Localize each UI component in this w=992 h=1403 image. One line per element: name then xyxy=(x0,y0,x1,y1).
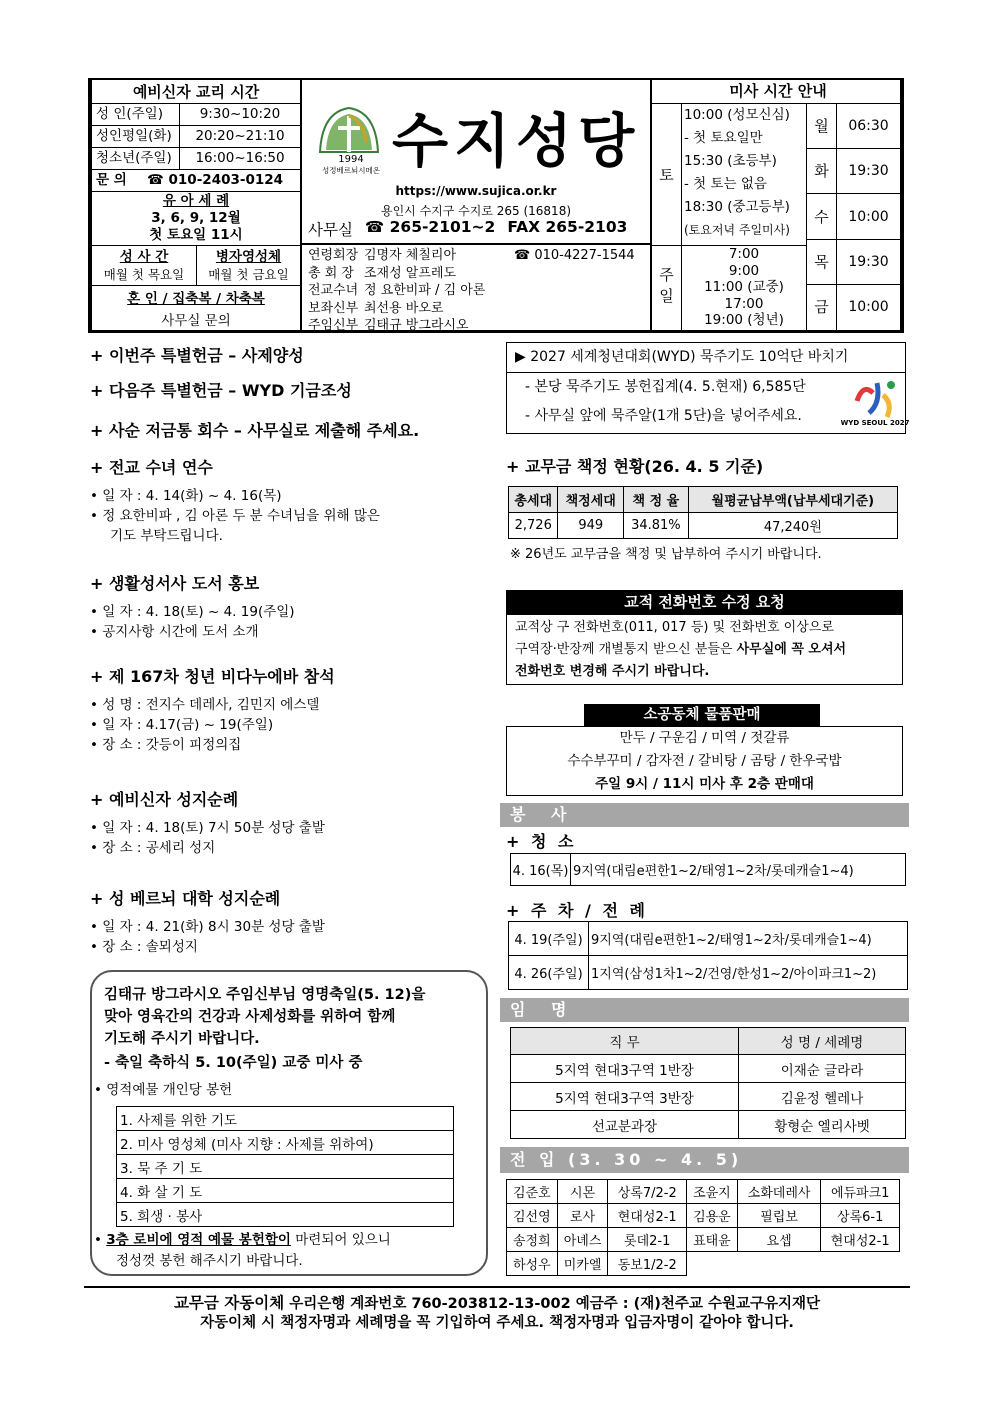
sale-title: 소공동체 물품판매 xyxy=(584,704,820,726)
notice-item: + 다음주 특별헌금 – WYD 기금조성 xyxy=(90,381,352,400)
appointment-role: 5지역 현대3구역 3반장 xyxy=(511,1083,739,1111)
feast-line: 김태규 방그라시오 주임신부님 영명축일(5. 12)을 xyxy=(104,987,426,1003)
transfer-cell: 표태윤 xyxy=(687,1228,738,1252)
bouquet-item: 5. 희생 · 봉사 xyxy=(117,1203,454,1227)
staff-name: 김태규 방그라시오 xyxy=(364,318,469,333)
bouquet-table xyxy=(116,1106,454,1227)
saturday-label: 토 xyxy=(652,104,682,246)
staff-row xyxy=(308,300,648,318)
saturday-mass-line: - 첫 토는 없음 xyxy=(684,176,767,192)
office-label: 사무실 xyxy=(308,221,353,239)
weekday-time: 06:30 xyxy=(848,118,889,134)
sunday-mass-line: 9:00 xyxy=(728,262,760,279)
transfer-cell: 송정희 xyxy=(507,1228,558,1252)
transfer-cell: 아녜스 xyxy=(557,1228,608,1252)
transfer-cell: 상록7/2-2 xyxy=(608,1180,687,1204)
bouquet-label: • 영적예물 개인당 봉헌 xyxy=(94,1080,486,1100)
feast-announcement xyxy=(92,972,486,1074)
section-title: + 제 167차 청년 비다누에바 참석 xyxy=(90,667,335,686)
staff-list xyxy=(308,247,648,335)
confession-when: 매월 첫 목요일 xyxy=(103,267,185,282)
bouquet-row xyxy=(117,1107,454,1131)
infant-baptism-when: 첫 토요일 11시 xyxy=(149,227,243,243)
saturday-mass-line: - 첫 토요일만 xyxy=(684,130,763,146)
bullet-line: • 성 명 : 전지수 데레사, 김민지 에스델 xyxy=(90,695,490,715)
bouquet-note-highlight: 3층 로비에 영적 예물 봉헌함이 xyxy=(106,1232,291,1248)
staff-name: 조재성 알프레도 xyxy=(364,265,457,281)
weekday-row xyxy=(807,149,900,194)
transfer-row xyxy=(507,1180,900,1204)
saturday-mass-line: 15:30 (초등부) xyxy=(684,153,777,169)
transfer-cell: 필립보 xyxy=(737,1204,821,1228)
transfer-table xyxy=(506,1179,900,1276)
wyd-box xyxy=(506,342,910,434)
catechumen-row-time: 9:30~10:20 xyxy=(199,106,281,122)
staff-divider xyxy=(302,243,650,245)
weekday-day: 화 xyxy=(807,149,837,193)
sick-communion-box xyxy=(197,246,300,285)
wyd-line: ▶ 2027 세계청년대회(WYD) 묵주기도 10억단 바치기 xyxy=(507,343,905,373)
sale-line: 만두 / 구운김 / 미역 / 젓갈류 xyxy=(619,730,790,746)
sick-communion-title: 병자영성체 xyxy=(215,249,282,265)
bouquet-row xyxy=(117,1203,454,1227)
parking-area: 9지역(대림e편한1~2/태영1~2차/롯데캐슬1~4) xyxy=(589,922,908,956)
transfer-cell: 현대성2-1 xyxy=(821,1228,900,1252)
appointment-title: 임 명 xyxy=(500,998,909,1022)
cleaning-title: + 청 소 xyxy=(506,832,577,851)
saturday-mass-line: (토요저녁 주일미사) xyxy=(684,223,790,237)
weekday-time: 19:30 xyxy=(848,163,889,179)
fund-header: 총세대 xyxy=(509,487,558,513)
transfer-cell: 미카엘 xyxy=(557,1252,608,1276)
section-title: + 성 베르뇌 대학 성지순례 xyxy=(90,889,281,908)
appointment-header-row xyxy=(511,1028,906,1055)
parking-date: 4. 19(주일) xyxy=(509,922,589,956)
catechumen-row-time: 16:00~16:50 xyxy=(195,150,285,166)
cleaning-date: 4. 16(목) xyxy=(511,854,571,886)
sunday-mass-line: 17:00 xyxy=(724,295,764,312)
catechumen-phone: ☎ 010-2403-0124 xyxy=(147,172,284,188)
wedding-title: 혼 인 / 집축복 / 차축복 xyxy=(127,291,265,307)
parking-title: + 주 차 / 전 례 xyxy=(506,901,648,920)
catechumen-row xyxy=(92,148,300,170)
footer-divider xyxy=(84,1286,910,1288)
transfer-cell-empty xyxy=(687,1252,738,1276)
mass-title: 미사 시간 안내 xyxy=(652,80,904,104)
sale-line: 주일 9시 / 11시 미사 후 2층 판매대 xyxy=(595,776,814,792)
wyd-logo-text: WYD SEOUL 2027 xyxy=(840,419,910,427)
saturday-mass-line: 10:00 (성모신심) xyxy=(684,107,790,123)
staff-row xyxy=(308,247,648,265)
fund-value: 949 xyxy=(558,513,624,539)
transfer-row xyxy=(507,1228,900,1252)
staff-role: 총 회 장 xyxy=(308,265,354,281)
phone-update-body xyxy=(506,614,903,685)
appointment-row xyxy=(511,1055,906,1083)
parking-row xyxy=(509,956,908,990)
sunday-masses xyxy=(682,246,807,330)
weekday-day: 목 xyxy=(807,240,837,284)
parish-address: 용인시 수지구 수지로 265 (16818) xyxy=(380,204,572,218)
appointment-person: 이재순 글라라 xyxy=(739,1055,906,1083)
transfer-cell: 롯데2-1 xyxy=(608,1228,687,1252)
weekday-masses xyxy=(807,104,900,330)
transfer-cell: 소화데레사 xyxy=(737,1180,821,1204)
staff-name: 정 요한비파 / 김 아론 xyxy=(364,283,486,298)
infant-baptism-title: 유 아 세 례 xyxy=(162,193,230,209)
wedding-box xyxy=(92,286,300,332)
phone-update-line: 전화번호 변경해 주시기 바랍니다. xyxy=(515,664,710,679)
bouquet-note-rest: 마련되어 있으니 xyxy=(290,1232,391,1248)
notice-section xyxy=(90,455,490,546)
appointment-header: 성 명 / 세례명 xyxy=(739,1028,906,1055)
transfer-cell-empty xyxy=(821,1252,900,1276)
fund-table xyxy=(508,486,898,539)
fund-value: 47,240원 xyxy=(688,513,897,539)
bouquet-row xyxy=(117,1179,454,1203)
fund-header: 책 정 율 xyxy=(624,487,689,513)
bouquet-note-line2: 정성껏 봉헌 해주시기 바랍니다. xyxy=(116,1253,303,1269)
staff-role: 전교수녀 xyxy=(308,283,359,298)
parking-date: 4. 26(주일) xyxy=(509,956,589,990)
logo-year: 1994 xyxy=(338,154,364,165)
notice-section xyxy=(90,787,490,858)
fund-header: 책정세대 xyxy=(558,487,624,513)
cleaning-area: 9지역(대림e편한1~2/태영1~2차/롯데캐슬1~4) xyxy=(571,854,906,886)
bullet-line: • 정 요한비파 , 김 아론 두 분 수녀님을 위해 많은 xyxy=(90,506,490,526)
infant-baptism-months: 3, 6, 9, 12월 xyxy=(151,210,241,226)
bouquet-note: • 3층 로비에 영적 예물 봉헌함이 마련되어 있으니 정성껏 봉헌 해주시기 바랍니다. xyxy=(94,1230,391,1272)
bouquet-item: 4. 화 살 기 도 xyxy=(117,1179,454,1203)
weekday-day: 금 xyxy=(807,285,837,330)
saturday-masses xyxy=(682,104,807,246)
bouquet-item: 1. 사제를 위한 기도 xyxy=(117,1107,454,1131)
weekday-day: 수 xyxy=(807,194,837,239)
cleaning-row xyxy=(511,854,906,886)
parking-table xyxy=(508,921,908,990)
transfer-cell-empty xyxy=(737,1252,821,1276)
parish-url[interactable]: https://www.sujica.or.kr xyxy=(395,184,557,198)
transfer-cell: 시몬 xyxy=(557,1180,608,1204)
appointment-person: 김윤정 헬레나 xyxy=(739,1083,906,1111)
bouquet-item: 2. 미사 영성체 (미사 지향 : 사제를 위하여) xyxy=(117,1131,454,1155)
confession-title: 성 사 간 xyxy=(119,249,169,265)
parking-row xyxy=(509,922,908,956)
section-bullets xyxy=(90,695,490,755)
weekday-time: 10:00 xyxy=(848,209,889,225)
fund-title: + 교무금 책정 현황(26. 4. 5 기준) xyxy=(506,457,764,476)
bouquet-item: 3. 묵 주 기 도 xyxy=(117,1155,454,1179)
notice-item: + 사순 저금통 회수 – 사무실로 제출해 주세요. xyxy=(90,421,420,440)
transfer-cell: 김용운 xyxy=(687,1204,738,1228)
feast-celebration: - 축일 축하식 5. 10(주일) 교중 미사 중 xyxy=(104,1055,363,1071)
wyd-line: - 사무실 앞에 묵주알(1개 5단)을 넣어주세요. xyxy=(525,408,802,424)
phone-update-title: 교적 전화번호 수정 요청 xyxy=(506,590,903,614)
sacrament-row xyxy=(92,246,300,286)
logo-caption xyxy=(316,154,386,176)
footer-note: 자동이체 시 책정자명과 세례명을 꼭 기입하여 주세요. 책정자명과 입금자명이 같아야 합니다. xyxy=(200,1315,794,1331)
appointment-role: 선교분과장 xyxy=(511,1111,739,1139)
section-title: + 생활성서사 도서 홍보 xyxy=(90,574,260,593)
mass-schedule xyxy=(652,80,904,330)
phone-label: 문 의 xyxy=(96,172,127,188)
sick-communion-when: 매월 첫 금요일 xyxy=(208,267,289,282)
staff-phone: ☎ 010-4227-1544 xyxy=(514,248,635,263)
wyd-logo-icon xyxy=(840,373,910,433)
bullet-line: • 장 소 : 솔뫼성지 xyxy=(90,937,490,957)
transfer-cell: 로사 xyxy=(557,1204,608,1228)
weekday-row xyxy=(807,285,900,330)
bullet-line: • 일 자 : 4. 14(화) ~ 4. 16(목) xyxy=(90,486,490,506)
transfer-cell: 김준호 xyxy=(507,1180,558,1204)
sale-line: 수수부꾸미 / 감자전 / 갈비탕 / 곰탕 / 한우국밥 xyxy=(567,753,842,769)
weekday-row xyxy=(807,194,900,240)
transfer-cell: 현대성2-1 xyxy=(608,1204,687,1228)
staff-name: 김명자 체칠리아 xyxy=(364,248,457,263)
staff-role: 연령회장 xyxy=(308,248,359,263)
schedule-info-column xyxy=(92,80,302,330)
appointment-table xyxy=(510,1027,906,1139)
weekday-row xyxy=(807,240,900,285)
bullet-line: • 장 소 : 공세리 성지 xyxy=(90,838,490,858)
bullet-line: • 일 자 : 4.17(금) ~ 19(주일) xyxy=(90,715,490,735)
weekday-time: 19:30 xyxy=(848,254,889,270)
transfer-cell: 동보1/2-2 xyxy=(608,1252,687,1276)
transfer-row xyxy=(507,1252,900,1276)
fund-value: 34.81% xyxy=(624,513,689,539)
appointment-person: 황형순 엘리사벳 xyxy=(739,1111,906,1139)
notice-section xyxy=(90,664,490,755)
catechumen-row xyxy=(92,104,300,126)
wyd-logo xyxy=(840,373,910,433)
bullet-line: • 일 자 : 4. 21(화) 8시 30분 성당 출발 xyxy=(90,917,490,937)
transfer-row xyxy=(507,1204,900,1228)
fund-note: ※ 26년도 교무금을 책정 및 납부하여 주시기 바랍니다. xyxy=(510,547,822,562)
office-fax: FAX 265-2103 xyxy=(507,218,628,236)
staff-row xyxy=(308,282,648,300)
notice-section xyxy=(90,886,490,957)
phone-update-line: 교적상 구 전화번호(011, 017 등) 및 전화번호 이상으로 xyxy=(515,620,834,635)
staff-name: 최선용 바오로 xyxy=(364,300,444,316)
catechumen-row-label: 성 인(주일) xyxy=(92,104,180,125)
wyd-line: - 본당 묵주기도 봉헌집계(4. 5.현재) 6,585단 xyxy=(525,379,806,395)
bullet-line: • 공지사항 시간에 도서 소개 xyxy=(90,622,490,642)
catechumen-row-label: 성인평일(화) xyxy=(92,126,180,147)
sunday-label: 주일 xyxy=(652,246,682,330)
transfer-cell: 조윤지 xyxy=(687,1180,738,1204)
parish-name: 수지성당 xyxy=(392,107,641,175)
logo-caption-text: 성정베르뇌시메온 xyxy=(322,166,380,175)
notice-section xyxy=(90,571,490,642)
saturday-mass-line: 18:30 (중고등부) xyxy=(684,199,790,215)
section-bullets xyxy=(90,486,490,546)
appointment-role: 5지역 현대3구역 1반장 xyxy=(511,1055,739,1083)
office-contact xyxy=(308,218,627,240)
transfer-cell: 상록6-1 xyxy=(821,1204,900,1228)
fund-value: 2,726 xyxy=(509,513,558,539)
sunday-mass-line: 19:00 (청년) xyxy=(704,312,784,328)
bullet-line: • 일 자 : 4. 18(토) ~ 4. 19(주일) xyxy=(90,602,490,622)
section-title: + 예비신자 성지순례 xyxy=(90,790,239,809)
infant-baptism-box xyxy=(92,192,300,246)
weekday-day: 월 xyxy=(807,104,837,148)
section-bullets xyxy=(90,818,490,858)
appointment-row xyxy=(511,1083,906,1111)
footer-highlight: 교무금 자동이체 xyxy=(173,1294,285,1312)
office-phone: ☎ 265-2101~2 xyxy=(364,218,496,236)
fund-header: 월평균납부액(납부세대기준) xyxy=(688,487,897,513)
feast-day-box xyxy=(90,970,488,1276)
transfer-cell: 하성우 xyxy=(507,1252,558,1276)
fund-value-row xyxy=(509,513,898,539)
phone-update-line: 구역장·반장께 개별통지 받으신 분들은 xyxy=(515,642,737,657)
weekday-row xyxy=(807,104,900,149)
catechumen-row xyxy=(92,126,300,148)
appointment-header: 직 무 xyxy=(511,1028,739,1055)
footer-account: 우리은행 계좌번호 760-203812-13-002 예금주 : (재)천주교 수원교구유지재단 xyxy=(284,1296,821,1312)
footer xyxy=(84,1294,910,1333)
feast-bouquet-label-wrap xyxy=(92,1080,486,1100)
bouquet-row xyxy=(117,1131,454,1155)
catechumen-title: 예비신자 교리 시간 xyxy=(92,80,300,104)
cleaning-table xyxy=(510,853,906,886)
section-bullets xyxy=(90,602,490,642)
phone-update-highlight: 사무실에 꼭 오셔서 xyxy=(736,642,847,657)
bouquet-row xyxy=(117,1155,454,1179)
transfer-cell: 에듀파크1 xyxy=(821,1180,900,1204)
staff-role: 보좌신부 xyxy=(308,300,359,316)
transfer-cell: 김선영 xyxy=(507,1204,558,1228)
confession-box xyxy=(92,246,197,285)
weekday-time: 10:00 xyxy=(848,299,889,315)
appointment-row xyxy=(511,1111,906,1139)
section-bullets xyxy=(90,917,490,957)
staff-row xyxy=(308,317,648,335)
wedding-contact: 사무실 문의 xyxy=(161,313,231,329)
sunday-mass-line: 11:00 (교중) xyxy=(704,279,784,295)
section-title: + 전교 수녀 연수 xyxy=(90,458,213,477)
sunday-mass-line: 7:00 xyxy=(728,246,760,262)
feast-line: 기도해 주시기 바랍니다. xyxy=(104,1031,260,1047)
catechumen-row-time: 20:20~21:10 xyxy=(195,128,285,144)
bullet-continuation: 기도 부탁드립니다. xyxy=(110,528,223,544)
parking-area: 1지역(삼성1차1~2/건영/한성1~2/아이파크1~2) xyxy=(589,956,908,990)
staff-role: 주임신부 xyxy=(308,318,359,333)
transfer-title: 전 입 (3. 30 ~ 4. 5) xyxy=(500,1147,909,1173)
sale-body xyxy=(506,726,903,796)
parish-info-column xyxy=(302,80,652,333)
transfer-cell: 요셉 xyxy=(737,1228,821,1252)
fund-header-row xyxy=(509,487,898,513)
catechumen-phone-row xyxy=(92,170,300,192)
bullet-line: • 장 소 : 갓등이 피정의집 xyxy=(90,735,490,755)
feast-line: 맞아 영육간의 건강과 사제성화를 위하여 함께 xyxy=(104,1009,396,1025)
staff-row xyxy=(308,265,648,283)
bulletin-header xyxy=(88,78,904,333)
catechumen-row-label: 청소년(주일) xyxy=(92,148,180,169)
service-title: 봉 사 xyxy=(500,803,909,827)
bullet-line: • 일 자 : 4. 18(토) 7시 50분 성당 출발 xyxy=(90,818,490,838)
notice-item: + 이번주 특별헌금 – 사제양성 xyxy=(90,346,304,365)
